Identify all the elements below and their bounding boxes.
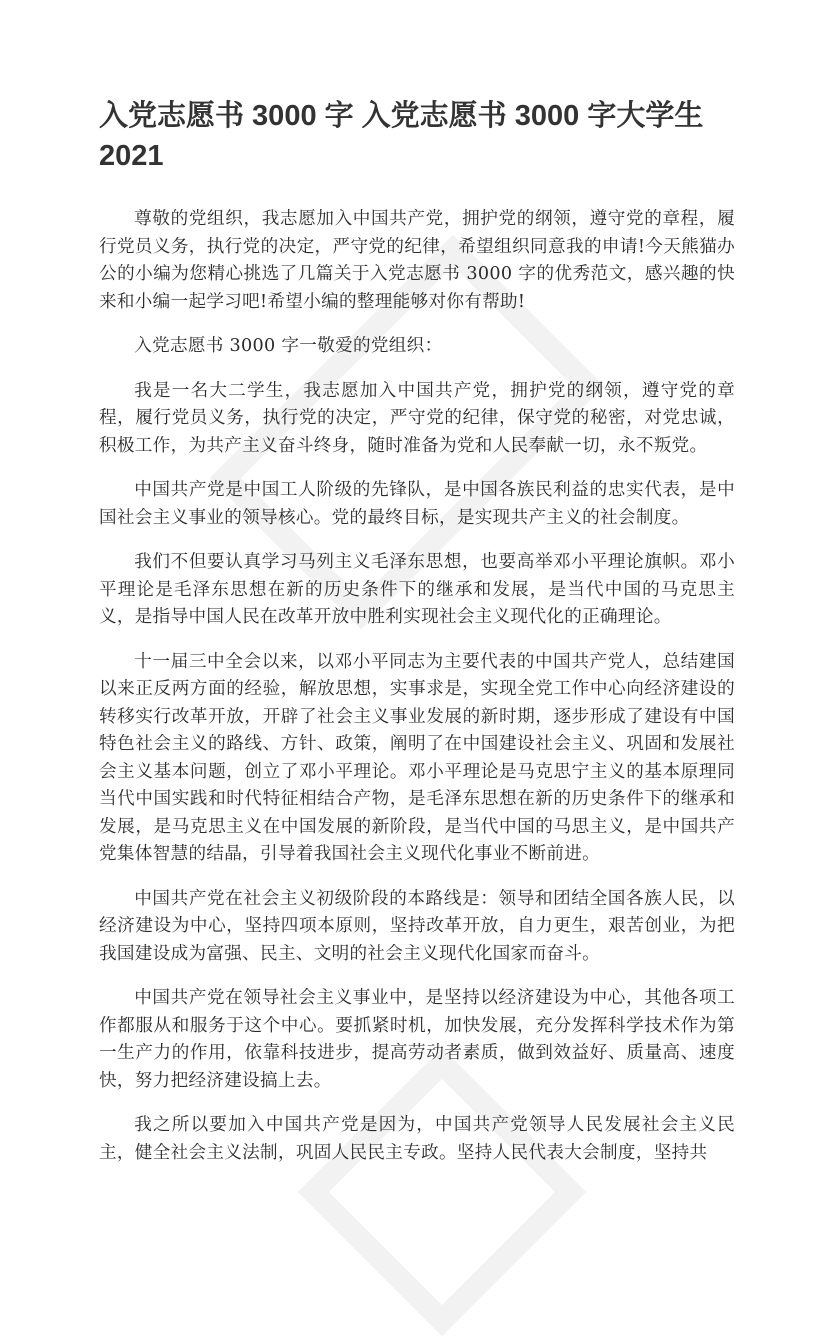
- paragraph: 十一届三中全会以来，以邓小平同志为主要代表的中国共产党人，总结建国以来正反两方面的经验，解放思想，实事求是，实现全党工作中心向经济建设的转移实行改革开放，开辟了社会主义事业发展的新时期，逐步形成了建设有中国特色社会主义的路线、方针、政策，阐明了在中国建设社会主义、巩固和发展社会主义基本问题，创立了邓小平理论。邓小平理论是马克思宁主义的基本原理同当代中国实践和时代特征相结合产物，是毛泽东思想在新的历史条件下的继承和发展，是马克思主义在中国发展的新阶段，是当代中国的马思主义，是中国共产党集体智慧的结晶，引导着我国社会主义现代化事业不断前进。: [99, 651, 735, 864]
- paragraph: 我们不但要认真学习马列主义毛泽东思想，也要高举邓小平理论旗帜。邓小平理论是毛泽东思想在新的历史条件下的继承和发展，是当代中国的马克思主义，是指导中国人民在改革开放中胜利实现社会主义现代化的正确理论。: [99, 552, 735, 627]
- paragraph: 中国共产党在领导社会主义事业中，是坚持以经济建设为中心，其他各项工作都服从和服务于这个中心。要抓紧时机，加快发展，充分发挥科学技术作为第一生产力的作用，依靠科技进步，提高劳动者素质，做到效益好、质量高、速度快，努力把经济建设搞上去。: [99, 988, 735, 1091]
- paragraph: 我之所以要加入中国共产党是因为，中国共产党领导人民发展社会主义民主，健全社会主义法制，巩固人民民主专政。坚持人民代表大会制度，坚持共: [99, 1115, 735, 1163]
- paragraph-intro: 尊敬的党组织，我志愿加入中国共产党，拥护党的纲领，遵守党的章程，履行党员义务，执行党的决定，严守党的纪律，希望组织同意我的申请!今天熊猫办公的小编为您精心挑选了几篇关于入党志愿书 3000 字的优秀范文，感兴趣的快来和小编一起学习吧!希望小编的整理能够对你有帮助!: [99, 209, 735, 312]
- document-content: [99, 96, 735, 1184]
- document-title: 入党志愿书 3000 字 入党志愿书 3000 字大学生 2021: [99, 100, 704, 172]
- paragraph-salutation: 入党志愿书 3000 字一敬爱的党组织：: [134, 336, 443, 356]
- document-body: [99, 206, 735, 1167]
- paragraph: 中国共产党是中国工人阶级的先锋队，是中国各族民利益的忠实代表，是中国社会主义事业的领导核心。党的最终目标，是实现共产主义的社会制度。: [99, 480, 735, 528]
- paragraph: 中国共产党在社会主义初级阶段的本路线是：领导和团结全国各族人民，以经济建设为中心，坚持四项本原则，坚持改革开放，自力更生，艰苦创业，为把我国建设成为富强、民主、文明的社会主义现代化国家而奋斗。: [99, 888, 735, 964]
- paragraph: 我是一名大二学生，我志愿加入中国共产党，拥护党的纲领，遵守党的章程，履行党员义务，执行党的决定，严守党的纪律，保守党的秘密，对党忠诚，积极工作，为共产主义奋斗终身，随时准备为党和人民奉献一切，永不叛党。: [99, 380, 735, 456]
